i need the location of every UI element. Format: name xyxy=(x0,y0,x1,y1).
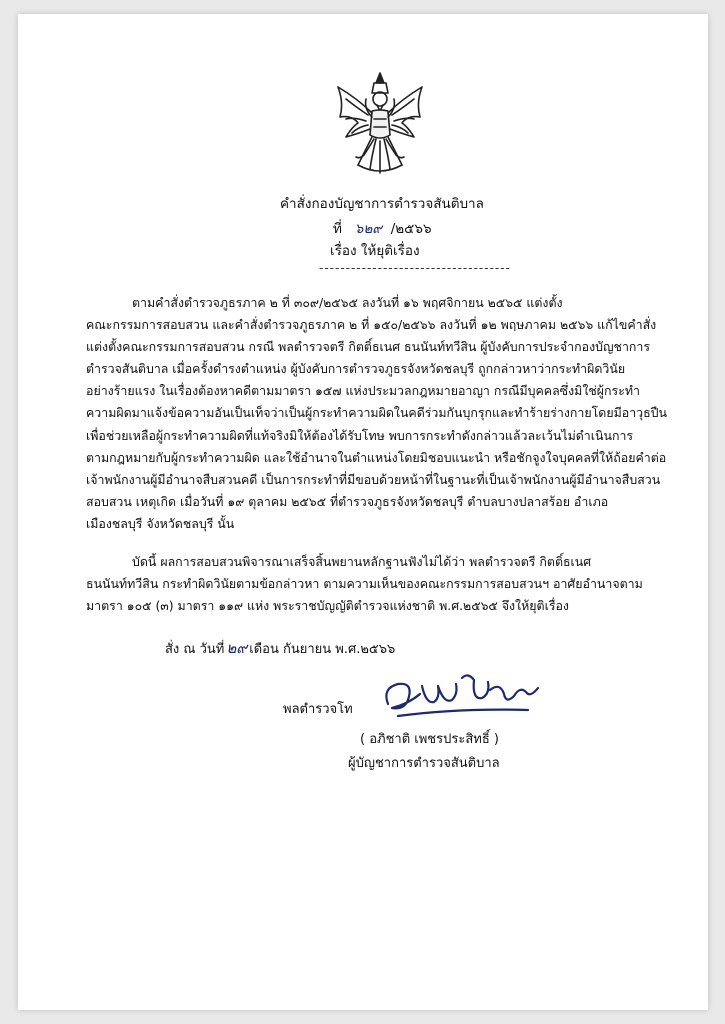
order-date-suffix: เดือน กันยายน พ.ศ.๒๕๖๖ xyxy=(249,642,396,657)
order-body xyxy=(86,292,682,617)
garuda-emblem-icon xyxy=(328,69,432,181)
body-line: เพื่อช่วยเหลือผู้กระทำความผิดที่แท้จริงมิให้ต้องได้รับโทษ พบการกระทำดังกล่าวแล้วละเว้นไม่ดำเนินการ xyxy=(86,427,634,443)
header-separator: ------------------------------------ xyxy=(319,261,511,275)
body-line: บัดนี้ ผลการสอบสวนพิจารณาเสร็จสิ้นพยานหลักฐานฟังไม่ได้ว่า พลตำรวจตรี กิตติ์ธเนศ xyxy=(132,554,592,570)
body-line: ตำรวจสันติบาล เมื่อครั้งดำรงตำแหน่ง ผู้บังคับการตำรวจภูธรจังหวัดชลบุรี ถูกกล่าวหาว่ากระทำผิดวินัย xyxy=(86,361,626,377)
signer-position: ผู้บัญชาการตำรวจสันติบาล xyxy=(348,756,500,771)
signer-name: ( อภิชาติ เพชรประสิทธิ์ ) xyxy=(360,732,499,747)
body-line: มาตรา ๑๐๕ (๓) มาตรา ๑๑๙ แห่ง พระราชบัญญัติตำรวจแห่งชาติ พ.ศ.๒๕๖๕ จึงให้ยุติเรื่อง xyxy=(86,598,569,614)
order-number-value: ๖๒๙ xyxy=(354,221,383,237)
body-line: ความผิดมาแจ้งข้อความอันเป็นเท็จว่าเป็นผู้กระทำความผิดในคดีร่วมกันบุกรุกและทำร้ายร่างกายโดยมีอาวุธปืน xyxy=(86,405,668,421)
body-line: สอบสวน เหตุเกิด เมื่อวันที่ ๑๙ ตุลาคม ๒๕๖๕ ที่ตำรวจภูธรจังหวัดชลบุรี ตำบลบางปลาสร้อย อำเภอ xyxy=(86,493,609,509)
body-line: ธนนันท์ทวีสิน กระทำผิดวินัยตามข้อกล่าวหา ตามความเห็นของคณะกรรมการสอบสวนฯ อาศัยอำนาจตาม xyxy=(86,576,643,592)
order-title: คำสั่งกองบัญชาการตำรวจสันติบาล xyxy=(280,196,484,212)
body-line: ตามกฎหมายกับผู้กระทำความผิด และใช้อำนาจในตำแหน่งโดยมิชอบแนะนำ หรือชักจูงใจบุคคลที่ให้ถ้อยคำต่อ xyxy=(86,449,667,465)
signer-rank: พลตำรวจโท xyxy=(283,702,353,717)
body-line: อย่างร้ายแรง ในเรื่องต้องหาคดีตามมาตรา ๑๕๗ แห่งประมวลกฎหมายอาญา กรณีมีบุคคลซึ่งมิใช่ผู้กระทำ xyxy=(86,383,640,399)
body-line: ตามคำสั่งตำรวจภูธรภาค ๒ ที่ ๓๐๙/๒๕๖๕ ลงวันที่ ๑๖ พฤศจิกายน ๒๕๖๕ แต่งตั้ง xyxy=(132,295,563,310)
handwritten-signature xyxy=(378,664,548,726)
body-line: คณะกรรมการสอบสวน และคำสั่งตำรวจภูธรภาค ๒ ที่ ๑๕๐/๒๕๖๖ ลงวันที่ ๑๒ พฤษภาคม ๒๕๖๖ แก้ไขคำสั่ง xyxy=(86,317,657,333)
document-page xyxy=(18,14,708,1010)
body-line: เจ้าพนักงานผู้มีอำนาจสืบสวนคดี เป็นการกระทำที่มีขอบด้วยหน้าที่ในฐานะที่เป็นเจ้าพนักงานผู้มีอำนาจสืบสวน xyxy=(86,471,661,487)
order-date-day: ๒๙ xyxy=(226,639,248,657)
order-number-prefix: ที่ xyxy=(333,221,342,237)
body-line: แต่งตั้งคณะกรรมการสอบสวน กรณี พลตำรวจตรี กิตติ์ธเนศ ธนนันท์ทวีสิน ผู้บังคับการประจำกองบัญชาการ xyxy=(86,339,651,355)
order-date-prefix: สั่ง ณ วันที่ xyxy=(165,642,225,657)
paragraph-1 xyxy=(86,292,682,535)
body-line: เมืองชลบุรี จังหวัดชลบุรี นั้น xyxy=(86,515,235,531)
order-number xyxy=(333,217,432,239)
order-number-year: /๒๕๖๖ xyxy=(390,221,432,237)
paragraph-2 xyxy=(86,551,682,617)
order-date xyxy=(165,636,395,660)
order-subject: เรื่อง ให้ยุติเรื่อง xyxy=(330,243,420,259)
